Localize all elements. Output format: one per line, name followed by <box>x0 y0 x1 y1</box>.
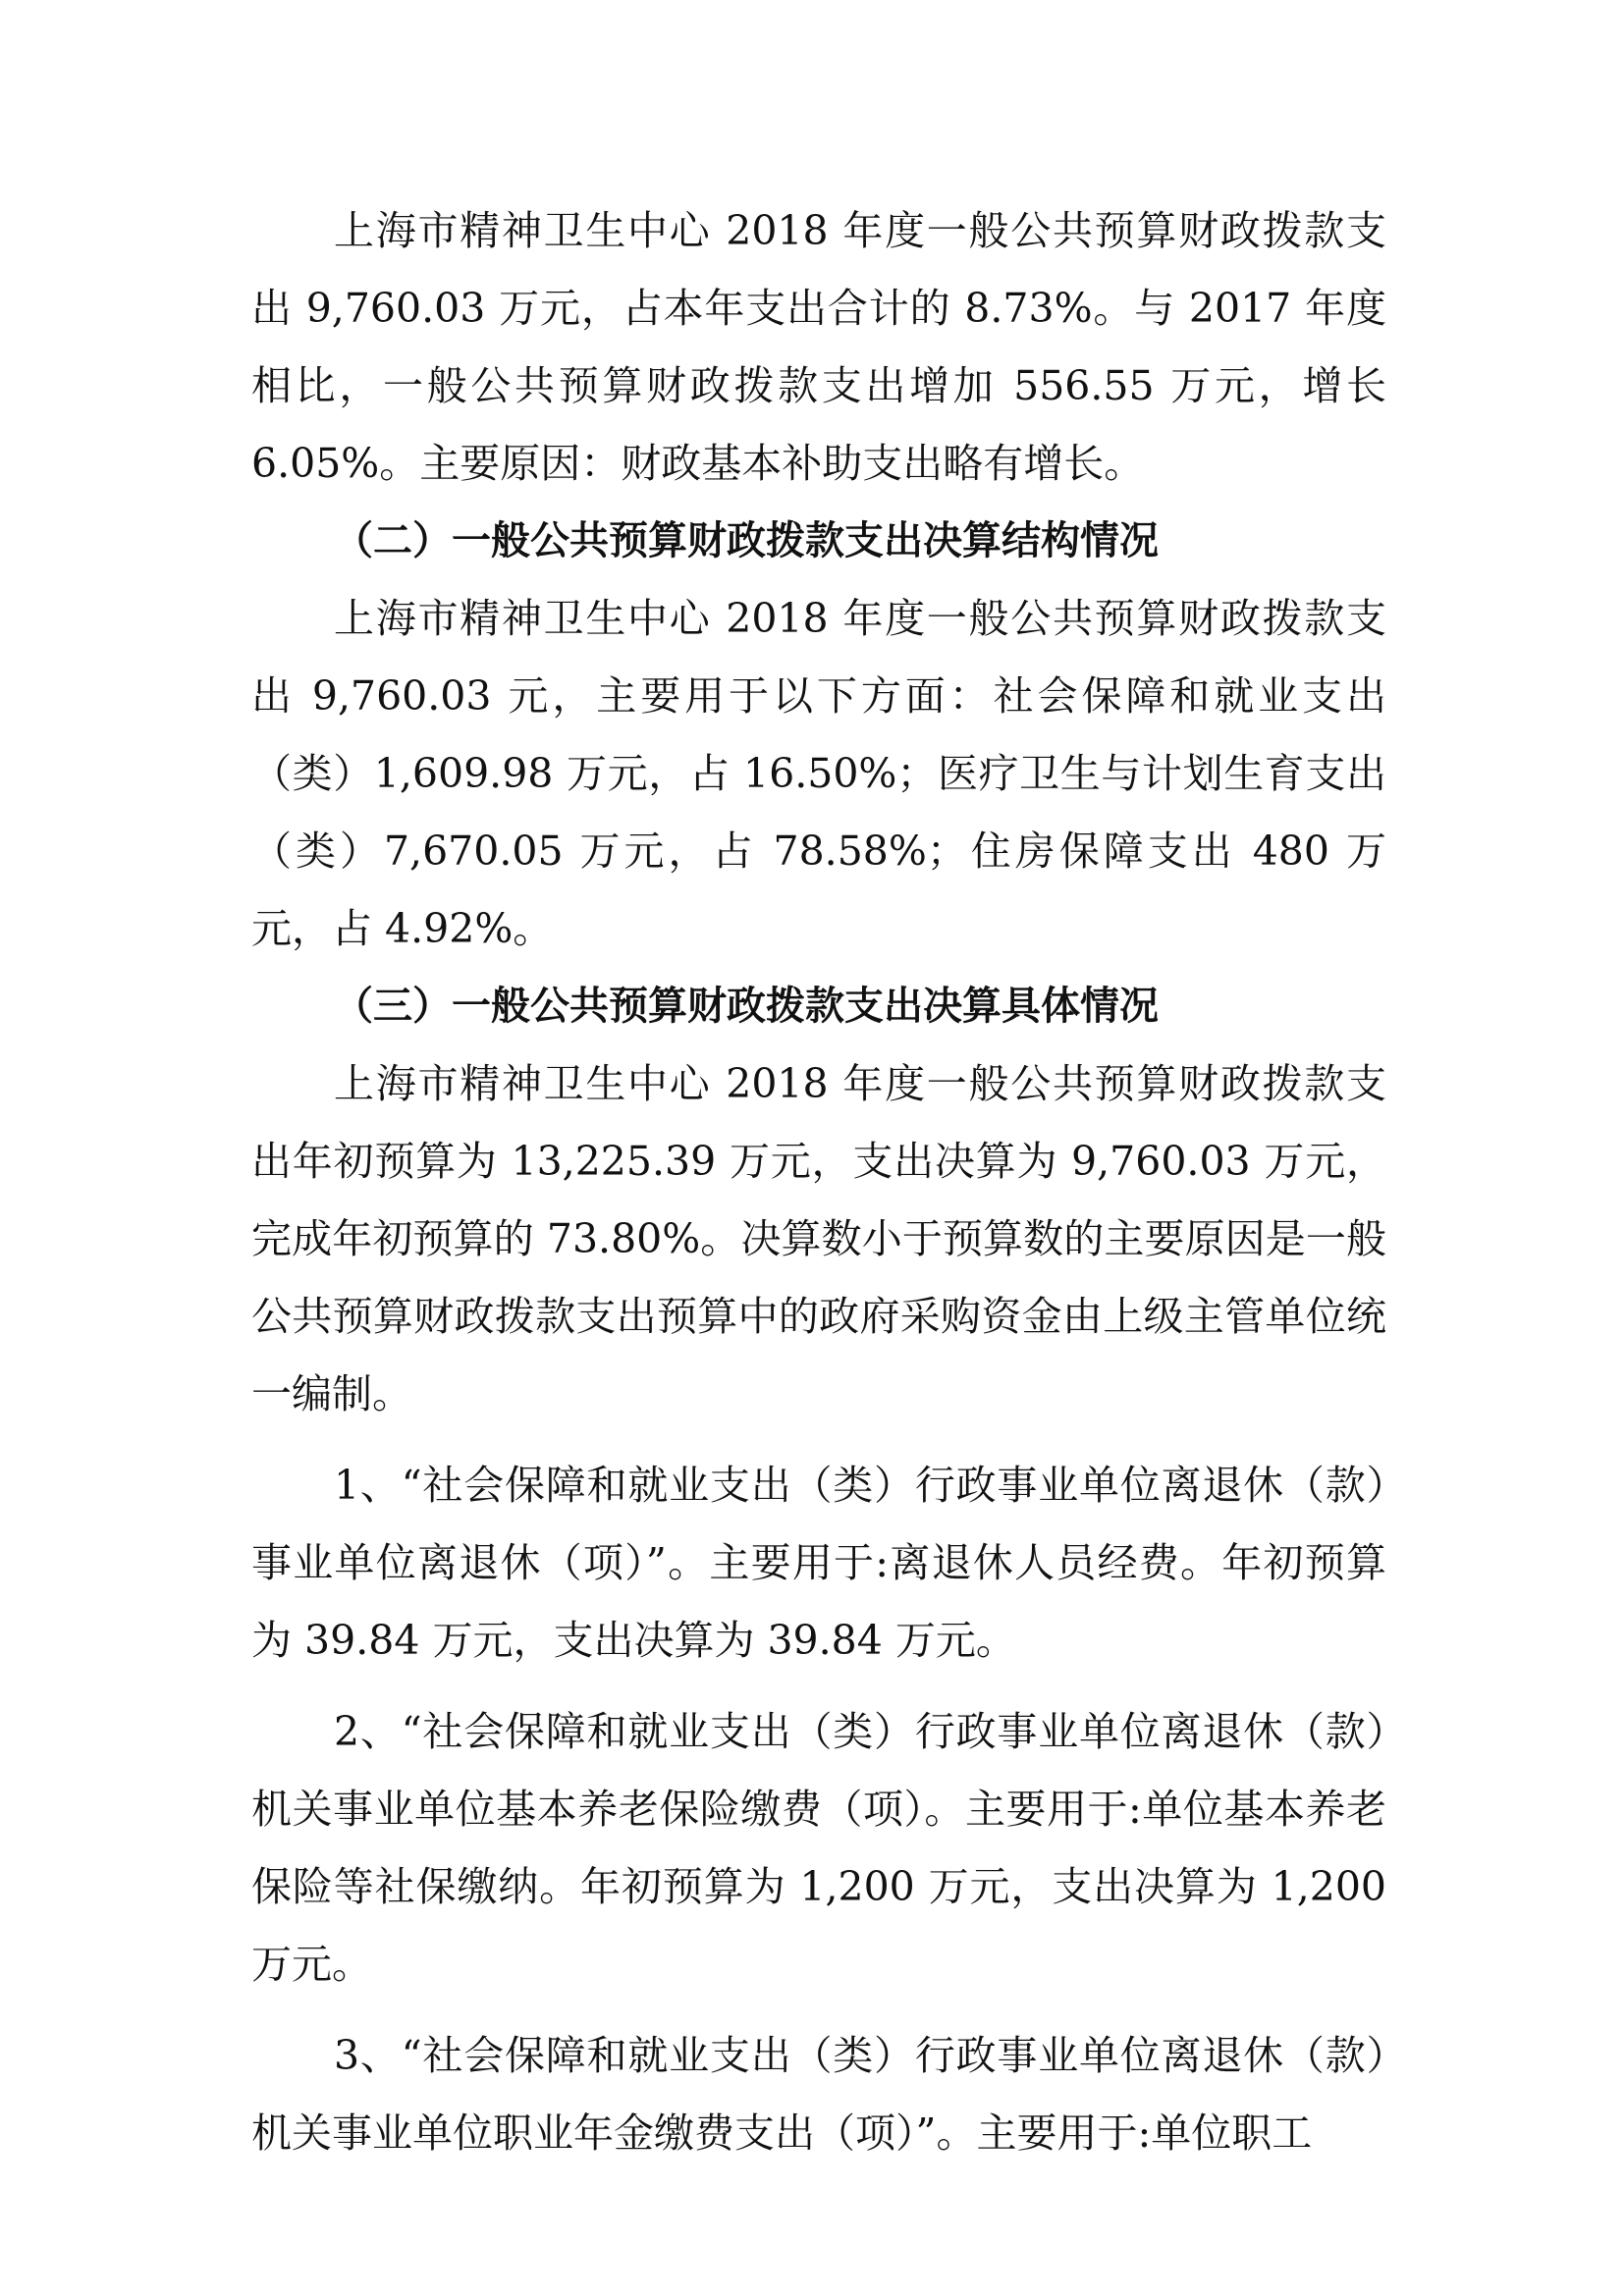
paragraph-item-3: 3、“社会保障和就业支出（类）行政事业单位离退休（款）机关事业单位职业年金缴费支出（项）”。主要用于:单位职工 <box>251 2032 1386 2157</box>
section-heading-details: （三）一般公共预算财政拨款支出决算具体情况 <box>334 984 1159 1029</box>
section-heading-structure: （二）一般公共预算财政拨款支出决算结构情况 <box>334 518 1159 563</box>
document-body <box>251 192 1386 2172</box>
paragraph-item-1: 1、“社会保障和就业支出（类）行政事业单位离退休（款）事业单位离退休（项）”。主要用于:离退休人员经费。年初预算为 39.84 万元，支出决算为 39.84 万元。 <box>251 1462 1386 1664</box>
paragraph-item-2: 2、“社会保障和就业支出（类）行政事业单位离退休（款）机关事业单位基本养老保险缴费（项）。主要用于:单位基本养老保险等社保缴纳。年初预算为 1,200 万元，支出决算为 1,200 万元。 <box>251 1708 1386 1988</box>
paragraph-expenditure-details: 上海市精神卫生中心 2018 年度一般公共预算财政拨款支出年初预算为 13,225.39 万元，支出决算为 9,760.03 万元，完成年初预算的 73.80%。决算数小于预算数的主要原因是一般公共预算财政拨款支出预算中的政府采购资金由上级主管单位统一编制。 <box>251 1060 1386 1417</box>
paragraph-expenditure-structure: 上海市精神卫生中心 2018 年度一般公共预算财政拨款支出 9,760.03 元，主要用于以下方面：社会保障和就业支出（类）1,609.98 万元，占 16.50%；医疗卫生与计划生育支出（类）7,670.05 万元，占 78.58%；住房保障支出 480 万元，占 4.92%。 <box>251 595 1386 952</box>
paragraph-expenditure-overview: 上海市精神卫生中心 2018 年度一般公共预算财政拨款支出 9,760.03 万元，占本年支出合计的 8.73%。与 2017 年度相比，一般公共预算财政拨款支出增加 556.55 万元，增长 6.05%。主要原因：财政基本补助支出略有增长。 <box>251 207 1386 487</box>
